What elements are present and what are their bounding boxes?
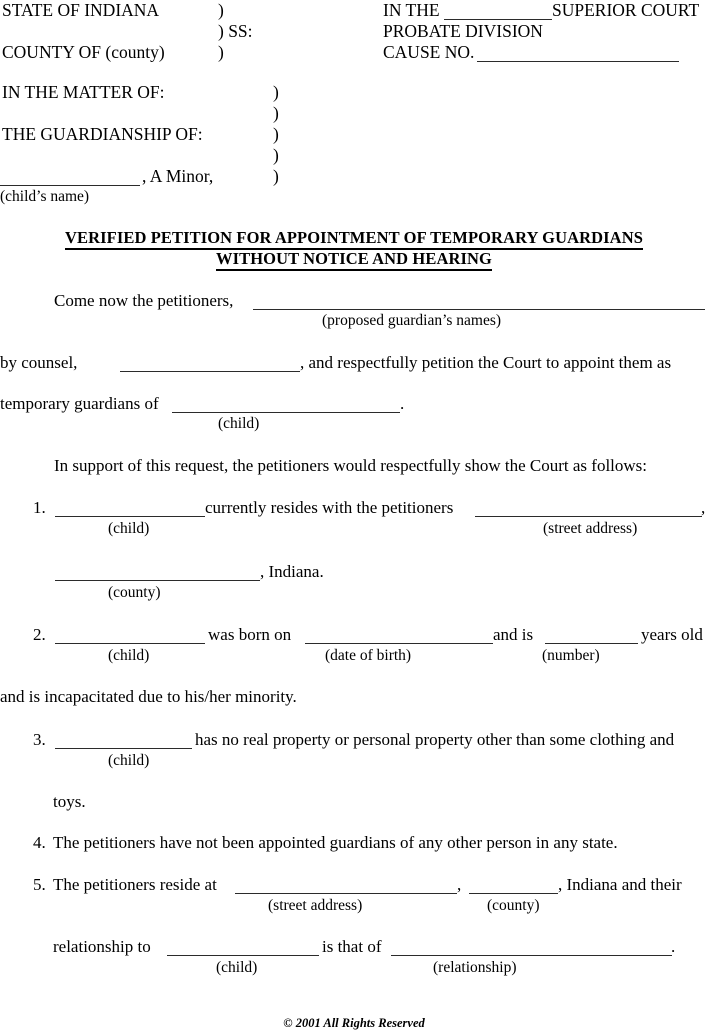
counsel-name-blank[interactable] (120, 371, 300, 372)
temporary-guardians-of-text: temporary guardians of (0, 394, 159, 413)
cause-number-label: CAUSE NO. (383, 42, 475, 62)
item-5-is-that-of-text: is that of (322, 937, 382, 956)
item-5-county-hint: (county) (487, 897, 540, 914)
item-5-county-blank[interactable] (469, 893, 558, 894)
caption-paren-county: ) (218, 42, 224, 62)
item-3-child-blank[interactable] (55, 748, 192, 749)
after-counsel-text: , and respectfully petition the Court to appoint them as (300, 353, 672, 372)
item-1-child-hint: (child) (108, 520, 150, 537)
item-1-street-hint: (street address) (543, 520, 638, 537)
item-2-dob-hint: (date of birth) (325, 647, 412, 664)
court-name-blank[interactable] (444, 19, 552, 20)
page-title-line-1 (0, 230, 708, 247)
item-5-indiana-and-their-text: , Indiana and their (558, 875, 682, 894)
item-3-child-hint: (child) (108, 752, 150, 769)
item-5-reside-at-text: The petitioners reside at (53, 875, 217, 894)
item-1-child-blank[interactable] (55, 516, 205, 517)
child-name-hint: (child’s name) (0, 188, 90, 205)
proposed-guardians-hint: (proposed guardian’s names) (322, 312, 502, 329)
item-3-continuation-text: toys. (53, 792, 86, 811)
item-5-street-hint: (street address) (268, 897, 363, 914)
item-2-child-blank[interactable] (55, 643, 205, 644)
item-3-text: has no real property or personal property other than some clothing and (195, 730, 675, 749)
item-3-number: 3. (33, 730, 46, 749)
item-2-was-born-on-text: was born on (208, 625, 292, 644)
item-2-and-is-text: and is (493, 625, 534, 644)
item-1-mid-text: currently resides with the petitioners (205, 498, 454, 517)
item-2-number: 2. (33, 625, 46, 644)
in-support-text: In support of this request, the petitioners would respectfully show the Court as follows: (54, 456, 648, 475)
item-1-street-blank[interactable] (475, 516, 702, 517)
page-title-line-1-text: VERIFIED PETITION FOR APPOINTMENT OF TEMPORARY GUARDIANS (65, 228, 643, 250)
item-2-number-hint: (number) (542, 647, 600, 664)
caption-paren-2: ) (273, 103, 279, 123)
item-1-number: 1. (33, 498, 46, 517)
item-5-street-blank[interactable] (235, 893, 457, 894)
temporary-guardians-child-hint: (child) (218, 415, 260, 432)
caption-paren-4: ) (273, 145, 279, 165)
caption-paren-5: ) (273, 166, 279, 186)
ss-label: ) SS: (218, 21, 253, 41)
item-2-child-hint: (child) (108, 647, 150, 664)
in-the-court-prefix: IN THE (383, 0, 440, 20)
item-2-number-blank[interactable] (545, 643, 638, 644)
a-minor-label: , A Minor, (142, 166, 214, 186)
child-name-blank[interactable] (0, 185, 140, 186)
item-2-dob-blank[interactable] (305, 643, 493, 644)
item-5-child-hint: (child) (216, 959, 258, 976)
caption-paren-3: ) (273, 124, 279, 144)
state-of-indiana-label: STATE OF INDIANA (2, 0, 160, 20)
caption-paren-state: ) (218, 0, 224, 20)
item-1-county-blank[interactable] (55, 580, 260, 581)
temporary-guardians-period: . (400, 394, 405, 413)
item-5-relationship-to-text: relationship to (53, 937, 151, 956)
caption-paren-1: ) (273, 82, 279, 102)
item-5-relationship-blank[interactable] (391, 955, 672, 956)
item-2-continuation-text: and is incapacitated due to his/her minority. (0, 687, 297, 706)
page-title-line-2-text: WITHOUT NOTICE AND HEARING (216, 249, 492, 271)
the-guardianship-of-label: THE GUARDIANSHIP OF: (2, 124, 203, 144)
item-5-child-blank[interactable] (167, 955, 319, 956)
come-now-text: Come now the petitioners, (54, 291, 234, 310)
superior-court-suffix: SUPERIOR COURT (552, 0, 700, 20)
item-1-indiana-text: , Indiana. (260, 562, 324, 581)
item-5-relationship-hint: (relationship) (433, 959, 517, 976)
temporary-guardians-child-blank[interactable] (172, 412, 400, 413)
page-title-line-2 (0, 251, 708, 268)
item-1-end-comma: , (701, 498, 706, 517)
item-5-comma-1: , (457, 875, 462, 894)
proposed-guardians-blank[interactable] (253, 309, 705, 310)
cause-number-blank[interactable] (477, 61, 679, 62)
probate-division-label: PROBATE DIVISION (383, 21, 543, 41)
county-of-label: COUNTY OF (county) (2, 42, 165, 62)
item-1-county-hint: (county) (108, 584, 161, 601)
in-the-matter-of-label: IN THE MATTER OF: (2, 82, 165, 102)
item-2-years-old-text: years old (641, 625, 703, 644)
copyright-footer: © 2001 All Rights Reserved (283, 1016, 425, 1030)
by-counsel-text: by counsel, (0, 353, 78, 372)
item-4-text: The petitioners have not been appointed guardians of any other person in any state. (53, 833, 618, 852)
item-5-end-period: . (671, 937, 676, 956)
item-4-number: 4. (33, 833, 46, 852)
item-5-number: 5. (33, 875, 46, 894)
